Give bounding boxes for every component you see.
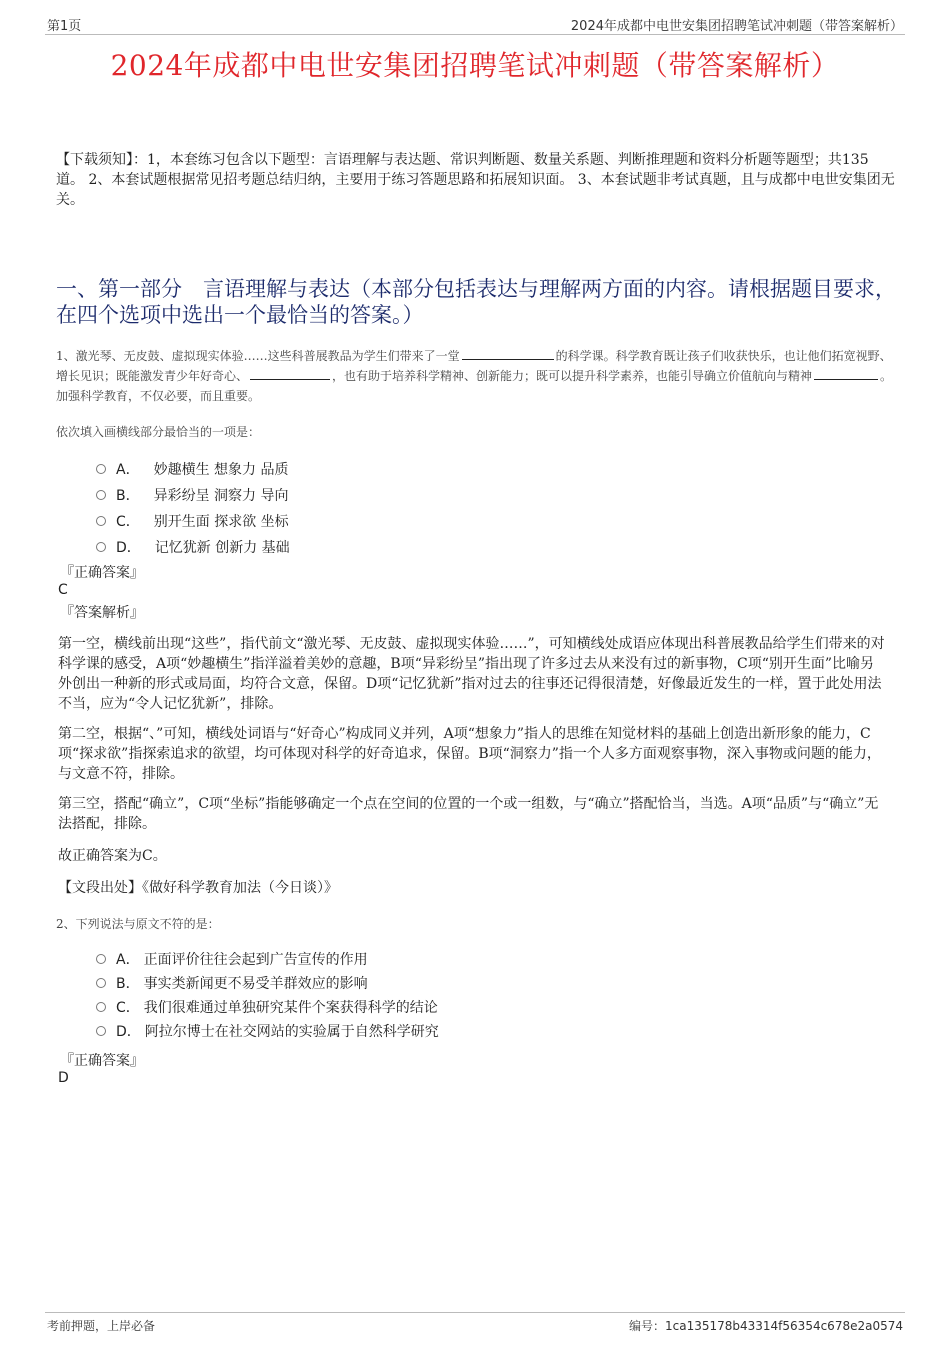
question-1-options <box>96 456 290 560</box>
option-d[interactable] <box>96 534 290 560</box>
analysis-conclusion: 故正确答案为C。 <box>58 848 167 864</box>
analysis-paragraph: 第三空，搭配“确立”，C项“坐标”指能够确定一个点在空间的位置的一个或一组数，与“确立”搭配恰当，当选。A项“品质”与“确立”无法搭配，排除。 <box>58 796 879 832</box>
answer-label: 『正确答案』 <box>60 1053 144 1069</box>
correct-answer: D <box>58 1070 69 1086</box>
fill-blank-2 <box>250 366 330 380</box>
header-doc-name: 2024年成都中电世安集团招聘笔试冲刺题（带答案解析） <box>570 19 903 34</box>
option-b[interactable] <box>96 482 290 508</box>
option-letter: A． <box>116 462 140 478</box>
radio-icon[interactable] <box>96 954 106 964</box>
option-text: 我们很难通过单独研究某件个案获得科学的结论 <box>143 1000 438 1016</box>
question-1-stem <box>56 346 896 406</box>
radio-icon[interactable] <box>96 516 106 526</box>
option-letter: B． <box>116 488 140 504</box>
question-1-stem-part: 。加强科学教育，不仅必要，而且重要。 <box>56 369 893 403</box>
section-title: 一、第一部分 言语理解与表达（本部分包括表达与理解两方面的内容。请根据题目要求，在四个选项中选出一个最恰当的答案。） <box>56 277 896 327</box>
option-a[interactable] <box>96 456 290 482</box>
option-d[interactable] <box>96 1019 439 1043</box>
radio-icon[interactable] <box>96 978 106 988</box>
download-notice: 【下载须知】：1，本套练习包含以下题型：言语理解与表达题、常识判断题、数量关系题、判断推理题和资料分析题等题型；共135道。 2、本套试题根据常见招考题总结归纳，主要用于练习答题思路和拓展知识面。 3、本套试题非考试真题，且与成都中电世安集团无关。 <box>56 152 895 208</box>
option-letter: B． <box>116 976 140 992</box>
page-footer <box>45 1312 905 1335</box>
option-text: 事实类新闻更不易受羊群效应的影响 <box>143 976 368 992</box>
option-text: 异彩纷呈 洞察力 导向 <box>153 488 289 504</box>
option-letter: D． <box>116 1024 141 1040</box>
option-c[interactable] <box>96 508 290 534</box>
page-header <box>45 14 905 35</box>
question-1-stem-part: 的科学课。科学教育既让孩子们收获快乐，也让他们拓宽视野、增长见识；既能激发青少年好奇心、 <box>56 349 892 383</box>
option-letter: A． <box>116 952 140 968</box>
radio-icon[interactable] <box>96 490 106 500</box>
analysis-paragraph: 第二空，根据“、”可知，横线处词语与“好奇心”构成同义并列，A项“想象力”指人的思维在知觉材料的基础上创造出新形象的能力，C项“探求欲”指探索追求的欲望，均可体现对科学的好奇追求，保留。B项“洞察力”指一个人多方面观察事物，深入事物或问题的能力，与文意不符，排除。 <box>58 726 881 782</box>
radio-icon[interactable] <box>96 1026 106 1036</box>
document-title: 2024年成都中电世安集团招聘笔试冲刺题（带答案解析） <box>110 49 840 82</box>
radio-icon[interactable] <box>96 464 106 474</box>
option-text: 正面评价往往会起到广告宣传的作用 <box>143 952 368 968</box>
option-letter: C． <box>116 1000 140 1016</box>
option-text: 妙趣横生 想象力 品质 <box>153 462 289 478</box>
question-2-stem: 2、下列说法与原文不符的是： <box>56 917 220 931</box>
footer-slogan: 考前押题，上岸必备 <box>47 1319 156 1333</box>
option-a[interactable] <box>96 947 439 971</box>
question-1-instruction: 依次填入画横线部分最恰当的一项是： <box>56 425 261 439</box>
footer-code <box>629 1317 903 1334</box>
page-number: 第1页 <box>47 19 82 34</box>
analysis-source: 【文段出处】《做好科学教育加法（今日谈）》 <box>58 880 338 896</box>
analysis-paragraph: 第一空，横线前出现“这些”，指代前文“激光琴、无皮鼓、虚拟现实体验……”，可知横线处成语应体现出科普展教品给学生们带来的对科学课的感受，A项“妙趣横生”指洋溢着美妙的意趣，B项“异彩纷呈”指出现了许多过去从来没有过的新事物，C项“别开生面”比喻另外创出一种新的形式或局面，均符合文意，保留。D项“记忆犹新”指对过去的往事还记得很清楚，好像最近发生的一样，置于此处用法不当，应为“令人记忆犹新”，排除。 <box>58 636 885 712</box>
option-letter: C． <box>116 514 140 530</box>
question-1-stem-part: 1、激光琴、无皮鼓、虚拟现实体验……这些科普展教品为学生们带来了一堂 <box>56 349 460 363</box>
footer-code-label: 编号： <box>628 1319 665 1333</box>
option-b[interactable] <box>96 971 439 995</box>
option-text: 别开生面 探求欲 坐标 <box>153 514 289 530</box>
radio-icon[interactable] <box>96 542 106 552</box>
question-1-stem-part: ，也有助于培养科学精神、创新能力；既可以提升科学素养，也能引导确立价值航向与精神 <box>332 369 813 383</box>
option-text: 记忆犹新 创新力 基础 <box>154 540 290 556</box>
footer-code-value: 1ca135178b43314f56354c678e2a0574 <box>665 1319 903 1333</box>
radio-icon[interactable] <box>96 1002 106 1012</box>
question-2-options <box>96 947 439 1043</box>
fill-blank-1 <box>462 346 554 360</box>
correct-answer: C <box>58 582 68 598</box>
option-letter: D． <box>116 540 141 556</box>
fill-blank-3 <box>814 366 878 380</box>
option-c[interactable] <box>96 995 439 1019</box>
analysis-label: 『答案解析』 <box>60 605 144 621</box>
answer-label: 『正确答案』 <box>60 565 144 581</box>
option-text: 阿拉尔博士在社交网站的实验属于自然科学研究 <box>144 1024 439 1040</box>
